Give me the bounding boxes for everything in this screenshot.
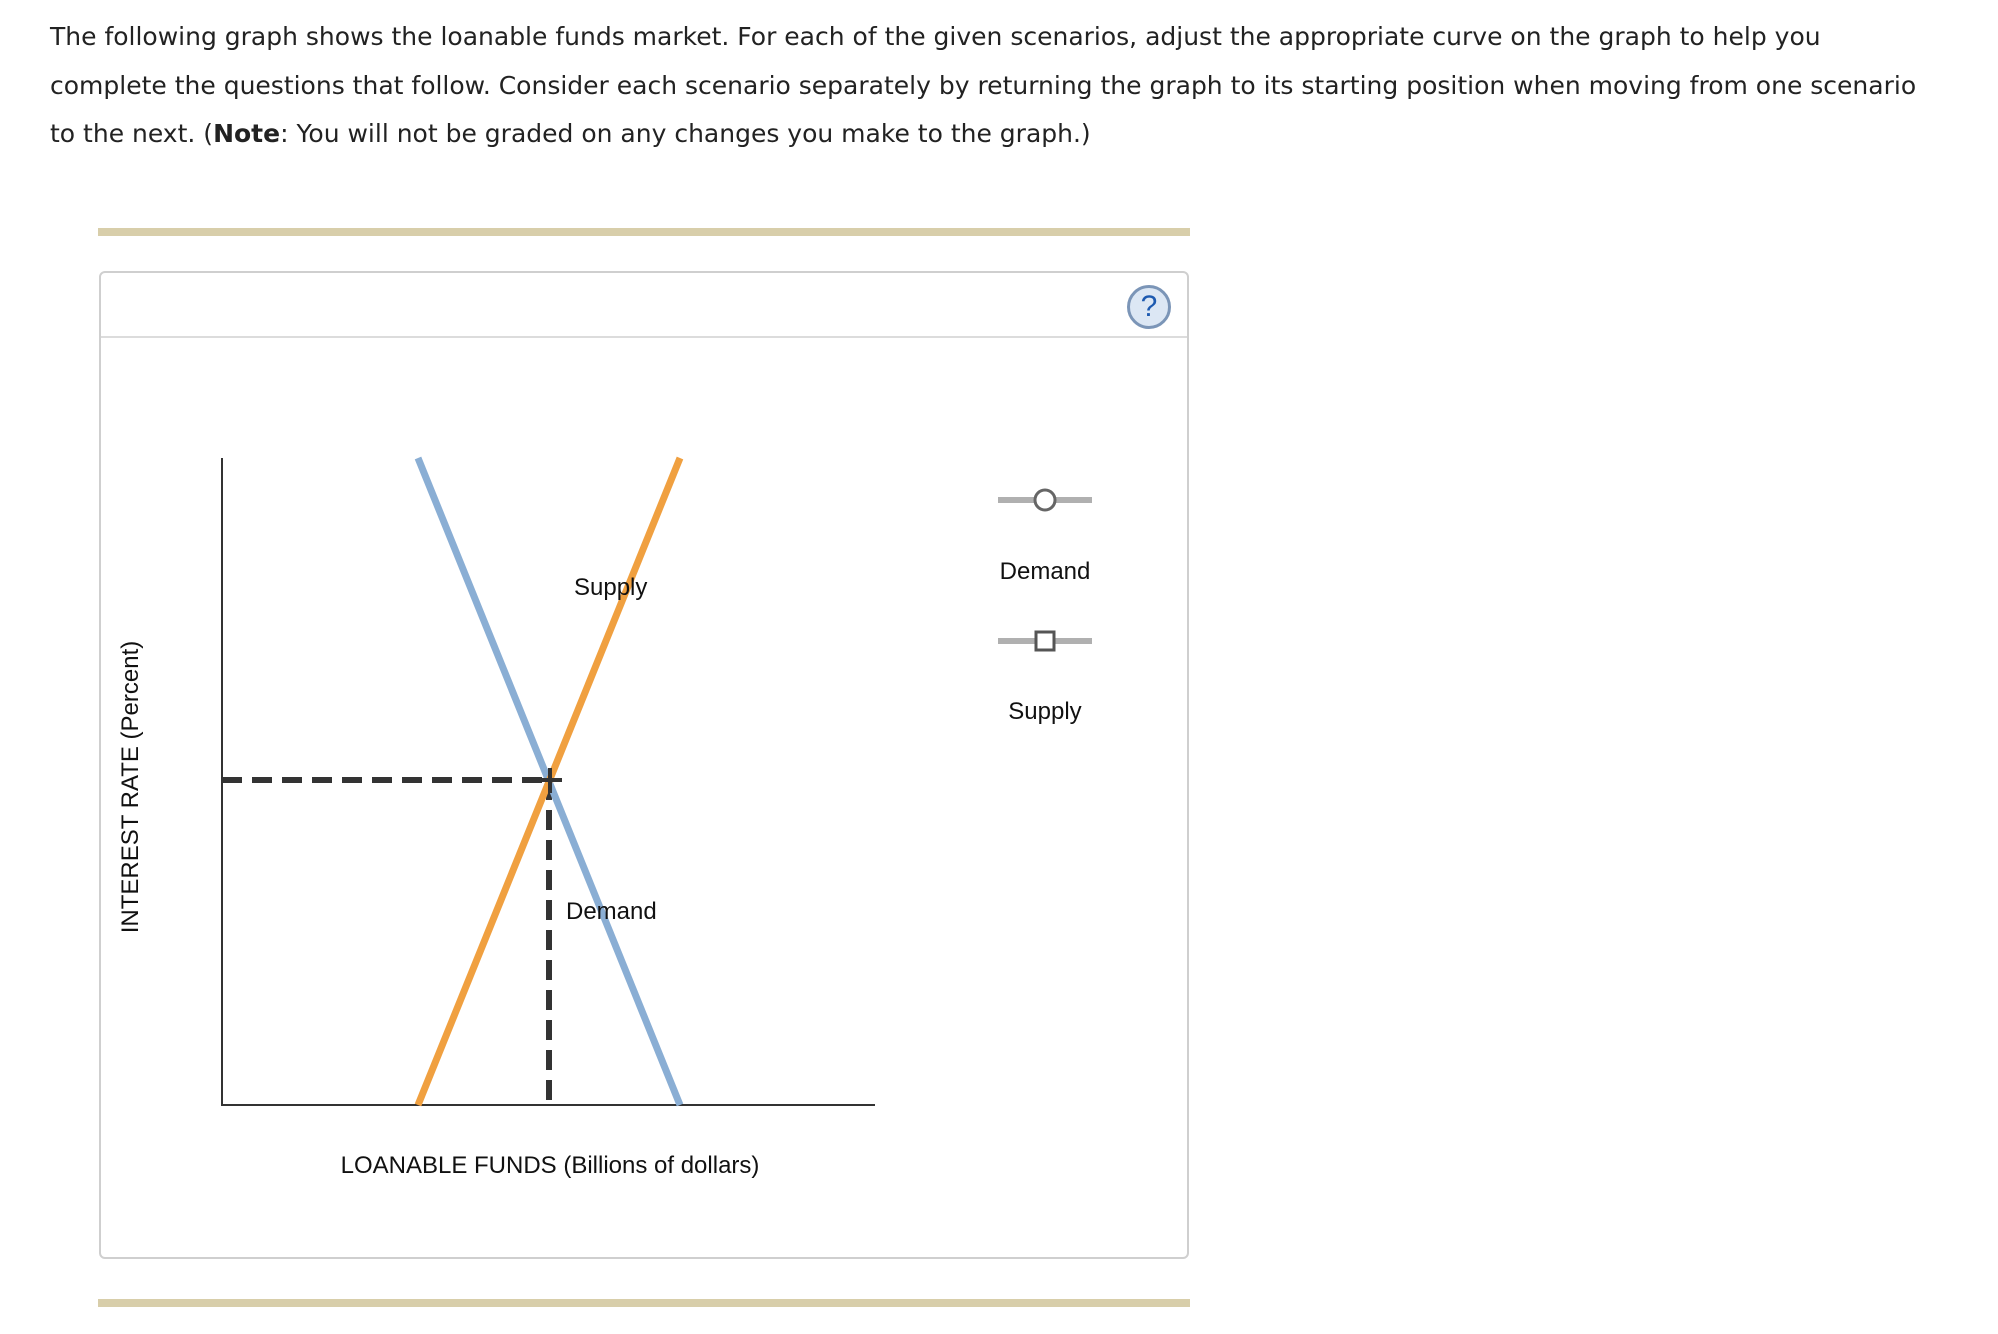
note-label: Note: [213, 119, 281, 148]
supply-curve-label: Supply: [574, 574, 648, 601]
help-button[interactable]: [1127, 285, 1171, 329]
instructions-text: [50, 13, 1940, 159]
legend-demand-tool[interactable]: [990, 480, 1100, 520]
y-axis-label: INTEREST RATE (Percent): [117, 640, 144, 934]
legend-supply-label: Supply: [1008, 698, 1082, 725]
instructions-body: The following graph shows the loanable funds market. For each of the given scenarios, adjust the appropriate curve on the graph to help you complete the questions that follow. Consider each scenario separately by returning the graph to its starting position when moving from one scenario to the next. (: [50, 22, 1917, 148]
square-marker-icon: [990, 621, 1100, 661]
graph-panel: [99, 271, 1189, 1259]
x-axis-label: LOANABLE FUNDS (Billions of dollars): [340, 1152, 760, 1179]
bottom-divider: [98, 1299, 1190, 1307]
demand-curve-label: Demand: [566, 898, 657, 925]
legend-supply-tool[interactable]: [990, 621, 1100, 661]
note-text: : You will not be graded on any changes you make to the graph.): [280, 119, 1091, 148]
question-circle-icon: ?: [1140, 290, 1158, 323]
graph-toolbar: [101, 273, 1187, 338]
top-divider: [98, 228, 1190, 236]
circle-marker-icon: [990, 480, 1100, 520]
legend-demand-label: Demand: [999, 558, 1091, 585]
